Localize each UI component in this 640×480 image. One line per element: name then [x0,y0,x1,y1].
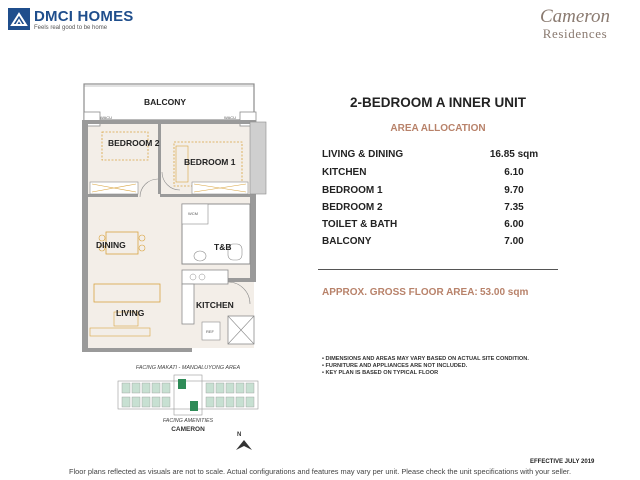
project-subtitle: Residences [542,26,608,41]
area-row-label: BEDROOM 1 [322,185,383,196]
brand-tagline: Feels real good to be home [34,25,108,31]
floor-plan [78,76,278,361]
area-row-value: 16.85 sqm [489,149,539,160]
north-label: N [237,432,242,438]
area-row-value: 9.70 [504,185,524,196]
room-label-dining: DINING [96,240,126,250]
area-row-label: TOILET & BATH [322,219,398,230]
dmci-logo [8,6,138,36]
room-label-balcony: BALCONY [144,97,187,107]
project-name: Cameron [539,6,611,27]
gross-floor-area-label: APPROX. GROSS FLOOR AREA: [322,287,478,298]
area-allocation-title: AREA ALLOCATION [390,123,486,134]
keyplan-top-label: FACING MAKATI - MANDALUYONG AREA [135,365,241,371]
label-ref: REF [206,329,214,334]
area-row-value: 7.00 [504,236,524,247]
room-label-bedroom-1: BEDROOM 1 [184,157,236,167]
area-row-value: 6.00 [504,219,524,230]
project-logo [516,6,634,46]
effective-date: EFFECTIVE JULY 2019 [530,459,595,465]
label-wacu-right: WACU [224,115,237,120]
label-wcm: WCM [188,211,198,216]
room-label-kitchen: KITCHEN [196,300,234,310]
area-row-value: 7.35 [504,202,524,213]
area-row-label: BEDROOM 2 [322,202,383,213]
area-row-label: KITCHEN [322,167,367,178]
keyplan-bottom-label: FACING AMENITIES [162,418,214,424]
room-label-tb: T&B [214,242,232,252]
area-divider [318,269,558,270]
label-wacu-left: WACU [100,115,113,120]
unit-title: 2-BEDROOM A INNER UNIT [349,95,526,110]
note-item: • KEY PLAN IS BASED ON TYPICAL FLOOR [322,370,439,376]
room-label-living: LIVING [116,308,145,318]
area-row-label: LIVING & DINING [322,149,404,160]
area-row-value: 6.10 [504,167,524,178]
keyplan-building-name: CAMERON [171,426,205,433]
area-row-label: BALCONY [322,236,372,247]
gross-floor-area-value: 53.00 sqm [480,287,529,298]
north-arrow-icon [234,432,254,452]
note-item: • DIMENSIONS AND AREAS MAY VARY BASED ON ACTUAL SITE CONDITION. [322,356,529,362]
dmci-logo-mark-icon [8,8,30,30]
note-item: • FURNITURE AND APPLIANCES ARE NOT INCLUDED. [322,363,468,369]
footer-disclaimer: Floor plans reflected as visuals are not to scale. Actual configurations and features may vary per unit. Please check the unit specifications with your seller. [69,467,571,476]
key-plan-drawing [116,373,260,417]
brand-name: DMCI HOMES [34,8,134,25]
room-label-bedroom-2: BEDROOM 2 [108,138,160,148]
